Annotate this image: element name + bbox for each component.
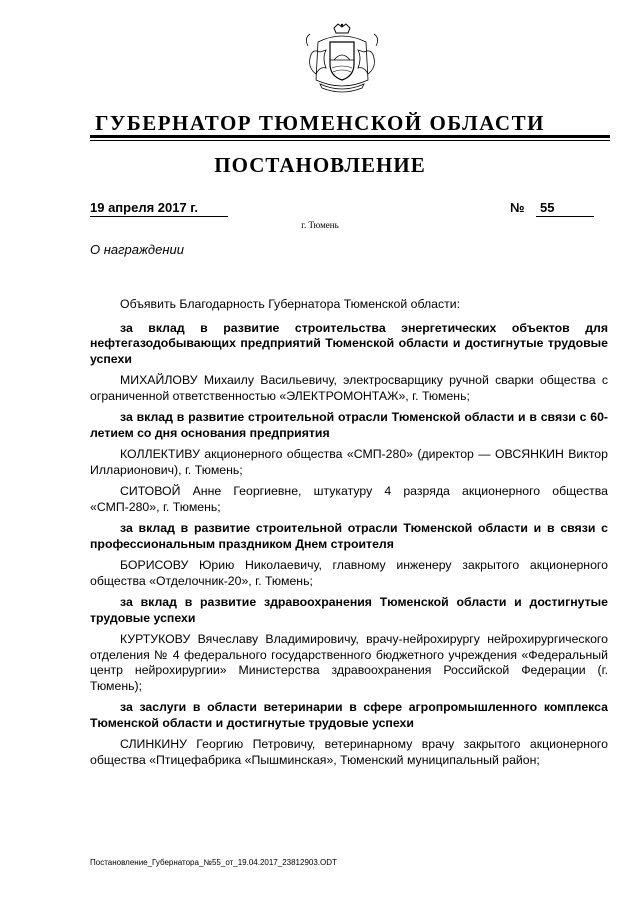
document-subject: О награждении: [90, 242, 184, 257]
award-reason-heading: за заслуги в области ветеринарии в сфере агропромышленного комплекса Тюменской области и достигнутые трудовые успехи: [90, 700, 608, 730]
document-date: 19 апреля 2017 г.: [90, 200, 228, 217]
governor-title: ГУБЕРНАТОР ТЮМЕНСКОЙ ОБЛАСТИ: [95, 111, 545, 135]
award-intro: Объявить Благодарность Губернатора Тюменской области:: [120, 297, 461, 311]
award-recipient: БОРИСОВУ Юрию Николаевичу, главному инженеру закрытого акционерного общества «Отделочник-20», г. Тюмень;: [90, 558, 608, 588]
footer-filename: Постановление_Губернатора_№55_от_19.04.2017_23812903.ODT: [90, 858, 337, 867]
award-reason-heading: за вклад в развитие строительной отрасли Тюменской области и в связи с 60-летием со дня основания предприятия: [90, 410, 608, 440]
award-recipient: КОЛЛЕКТИВУ акционерного общества «СМП-280» (директор — ОВСЯНКИН Виктор Илларионович), г. Тюмень;: [90, 447, 608, 477]
document-number: [536, 200, 594, 217]
document-body: [90, 297, 608, 774]
award-recipient: МИХАЙЛОВУ Михаилу Васильевичу, электросварщику ручной сварки общества с ограниченной ответственностью «ЭЛЕКТРОМОНТАЖ», г. Тюмень;: [90, 373, 608, 403]
coat-of-arms-icon: [298, 22, 386, 98]
award-reason-heading: за вклад в развитие строительной отрасли Тюменской области и в связи с профессиональным праздником Днем строителя: [90, 521, 608, 551]
document-number-label: №: [510, 200, 525, 215]
award-recipient: СИТОВОЙ Анне Георгиевне, штукатуру 4 разряда акционерного общества «СМП-280», г. Тюмень;: [90, 484, 608, 514]
header-divider-thin: [90, 140, 610, 141]
award-recipient: КУРТУКОВУ Вячеславу Владимировичу, врачу-нейрохирургу нейрохирургического отделения № 4 федерального государственного бюджетного учреждения «Федеральный центр нейрохирургии» Министерства здравоохранения Российской Федерации (г. Тюмень);: [90, 632, 608, 693]
document-city: г. Тюмень: [301, 220, 339, 230]
award-reason-heading: за вклад в развитие здравоохранения Тюменской области и достигнутые трудовые успехи: [90, 595, 608, 625]
document-number-value: 55: [540, 200, 555, 215]
document-type: ПОСТАНОВЛЕНИЕ: [214, 153, 426, 177]
header-divider-thick: [90, 135, 610, 138]
award-reason-heading: за вклад в развитие строительства энергетических объектов для нефтегазодобывающих предприятий Тюменской области и достигнутые трудовые успехи: [90, 320, 608, 366]
award-recipient: СЛИНКИНУ Георгию Петровичу, ветеринарному врачу закрытого акционерного общества «Птицефабрика «Пышминская», Тюменский муниципальный район;: [90, 737, 608, 767]
